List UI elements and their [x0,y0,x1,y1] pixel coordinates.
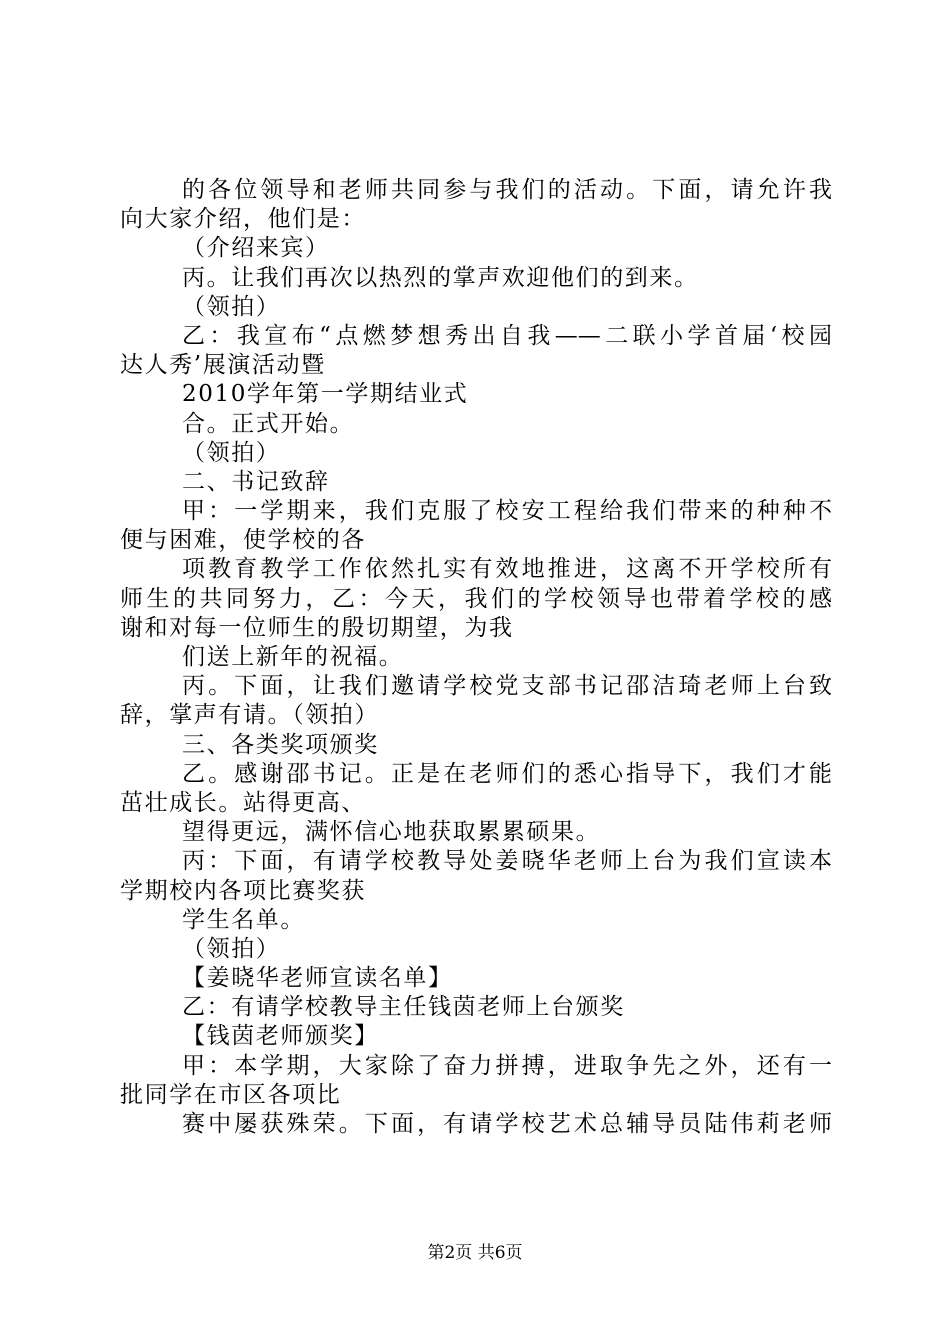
text-line: 项教育教学工作依然扎实有效地推进，这离不开学校所有 [182,556,832,583]
text-line: 的各位领导和老师共同参与我们的活动。下面，请允许我 [182,177,832,203]
text-line: 【姜晓华老师宣读名单】 [182,965,453,992]
text-line: 二、书记致辞 [182,468,330,495]
text-line: 合。正式开始。 [182,410,355,437]
text-line: 三、各类奖项颁奖 [182,731,379,758]
text-line: 甲：本学期，大家除了奋力拼搏，进取争先之外，还有一 [182,1052,832,1079]
text-line: 茁壮成长。站得更高、 [120,789,366,816]
text-line: （介绍来宾） [182,235,330,262]
text-line: 赛中屡获殊荣。下面，有请学校艺术总辅导员陆伟莉老师 [182,1111,832,1137]
text-line: 乙：我宣布“点燃梦想秀出自我——二联小学首届‘校园 [182,322,832,349]
text-line: （领拍） [182,439,281,466]
text-line: 乙。感谢邵书记。正是在老师们的悉心指导下，我们才能 [182,760,832,787]
text-line: 丙：下面，有请学校教导处姜晓华老师上台为我们宣读本 [182,848,832,875]
text-line: 望得更远，满怀信心地获取累累硕果。 [182,819,601,846]
text-line: 谢和对每一位师生的殷切期望，为我 [120,614,514,641]
text-line: 乙：有请学校教导主任钱茵老师上台颁奖 [182,994,625,1021]
text-line: 达人秀’展演活动暨 [120,352,326,379]
document-body [120,176,832,1139]
text-line: 便与困难，使学校的各 [120,527,366,554]
text-line: （领拍） [182,293,281,320]
text-line: 向大家介绍，他们是： [120,206,366,233]
text-line: 学生名单。 [182,906,305,933]
text-line: 丙。让我们再次以热烈的掌声欢迎他们的到来。 [182,264,699,291]
page-footer: 第2页 共6页 [427,1243,523,1263]
text-line: 2010学年第一学期结业式 [182,381,469,408]
text-line: 师生的共同努力，乙：今天，我们的学校领导也带着学校的感 [120,585,832,612]
text-line: 甲：一学期来，我们克服了校安工程给我们带来的种种不 [182,498,832,525]
text-line: 辞，掌声有请。（领拍） [120,702,380,729]
text-line: 们送上新年的祝福。 [182,644,404,670]
text-line: 批同学在市区各项比 [120,1081,342,1108]
text-line: 丙。下面，让我们邀请学校党支部书记邵洁琦老师上台致 [182,673,832,700]
text-line: （领拍） [182,935,281,962]
text-line: 【钱茵老师颁奖】 [182,1023,379,1050]
text-line: 学期校内各项比赛奖获 [120,877,366,904]
